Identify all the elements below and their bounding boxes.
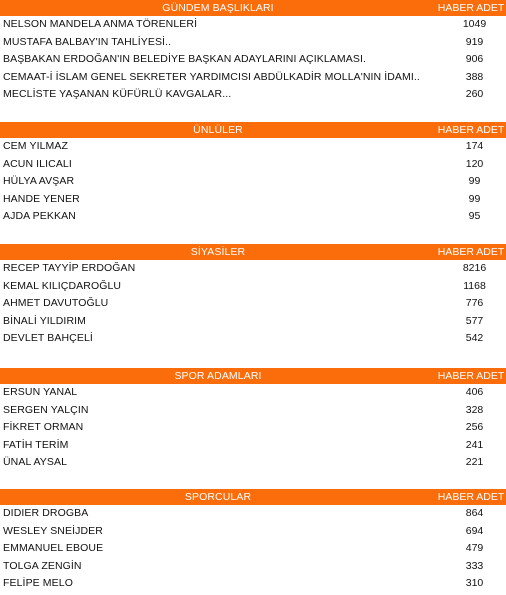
person-name: CEM YILMAZ [3,140,68,152]
topic-name: CEMAAT-İ İSLAM GENEL SEKRETER YARDIMCISI ABDÜLKADİR MOLLA'NIN İDAMI.. [3,70,420,83]
person-name: DEVLET BAHÇELİ [3,332,93,344]
person-name: RECEP TAYYİP ERDOĞAN [3,262,136,274]
news-count: 95 [468,210,481,222]
table-row [0,16,506,34]
news-count: 99 [468,192,481,205]
count-column-header: HABER ADET [437,370,505,382]
person-name: HANDE YENER [3,192,80,205]
person-name: FİKRET ORMAN [3,421,84,433]
count-column-header: HABER ADET [437,491,505,503]
news-count: 174 [465,140,484,152]
table-row [0,402,506,420]
news-count: 328 [465,403,484,416]
table-row [0,86,506,104]
topic-name: MUSTAFA BALBAY'IN TAHLİYESİ.. [3,35,172,48]
table-row [0,138,506,156]
person-name: TOLGA ZENGİN [3,559,82,572]
news-count: 388 [465,70,484,83]
news-count: 577 [465,314,484,327]
news-count: 1049 [462,18,487,30]
news-count: 919 [465,35,484,48]
count-column-header: HABER ADET [437,246,505,258]
person-name: SERGEN YALÇIN [3,403,89,416]
table-row [0,51,506,69]
news-count: 260 [465,88,484,100]
section-header [0,244,506,260]
table-row [0,34,506,52]
section-header [0,122,506,138]
count-column-header: HABER ADET [437,2,505,14]
section-gundem [0,0,506,104]
news-count: 120 [465,157,484,170]
table-row [0,313,506,331]
table-row [0,260,506,278]
news-count: 406 [465,386,484,398]
table-row [0,437,506,455]
table-row [0,540,506,558]
count-column-header: HABER ADET [437,124,505,136]
news-count: 310 [465,577,484,589]
table-row [0,330,506,348]
section-header [0,489,506,505]
person-name: AJDA PEKKAN [3,210,76,222]
person-name: WESLEY SNEİJDER [3,524,103,537]
news-count: 542 [465,332,484,344]
table-row [0,208,506,226]
table-row [0,454,506,472]
table-row [0,523,506,541]
table-row [0,505,506,523]
news-count: 221 [465,456,484,468]
table-row [0,558,506,576]
table-row [0,419,506,437]
news-count: 1168 [463,279,486,292]
person-name: AHMET DAVUTOĞLU [3,297,109,309]
table-row [0,384,506,402]
person-name: EMMANUEL EBOUE [3,542,104,554]
table-row [0,295,506,313]
table-row [0,278,506,296]
person-name: DIDIER DROGBA [3,507,89,519]
news-count: 8216 [462,262,487,274]
section-unluler [0,122,506,226]
news-count: 241 [465,438,484,451]
person-name: ERSUN YANAL [3,386,78,398]
table-row [0,173,506,191]
section-header [0,0,506,16]
table-row [0,156,506,174]
person-name: ÜNAL AYSAL [3,456,68,468]
news-count: 256 [465,421,484,433]
person-name: FELİPE MELO [3,577,73,589]
section-siyasiler [0,244,506,348]
news-count: 479 [465,542,484,554]
section-header [0,368,506,384]
topic-name: NELSON MANDELA ANMA TÖRENLERİ [3,18,198,30]
section-title: SPORCULAR [184,491,252,503]
person-name: KEMAL KILIÇDAROĞLU [3,279,122,292]
section-title: SPOR ADAMLARI [174,370,262,382]
section-title: SİYASİLER [190,246,246,258]
news-count: 99 [468,175,481,187]
person-name: HÜLYA AVŞAR [3,175,75,187]
person-name: FATİH TERİM [3,438,69,451]
news-count: 694 [465,524,484,537]
topic-name: BAŞBAKAN ERDOĞAN'IN BELEDİYE BAŞKAN ADAYLARINI AÇIKLAMASI. [3,53,366,65]
person-name: BİNALİ YILDIRIM [3,314,86,327]
section-title: GÜNDEM BAŞLIKLARI [162,2,274,14]
section-title: ÜNLÜLER [193,124,243,136]
topic-name: MECLİSTE YAŞANAN KÜFÜRLÜ KAVGALAR... [3,88,232,100]
table-row [0,69,506,87]
news-count: 906 [465,53,484,65]
table-row [0,575,506,593]
news-count: 864 [465,507,484,519]
news-count: 333 [465,559,484,572]
news-count: 776 [465,297,484,309]
section-spor-adamlari [0,368,506,472]
person-name: ACUN ILICALI [3,157,72,170]
table-row [0,191,506,209]
section-sporcular [0,489,506,593]
